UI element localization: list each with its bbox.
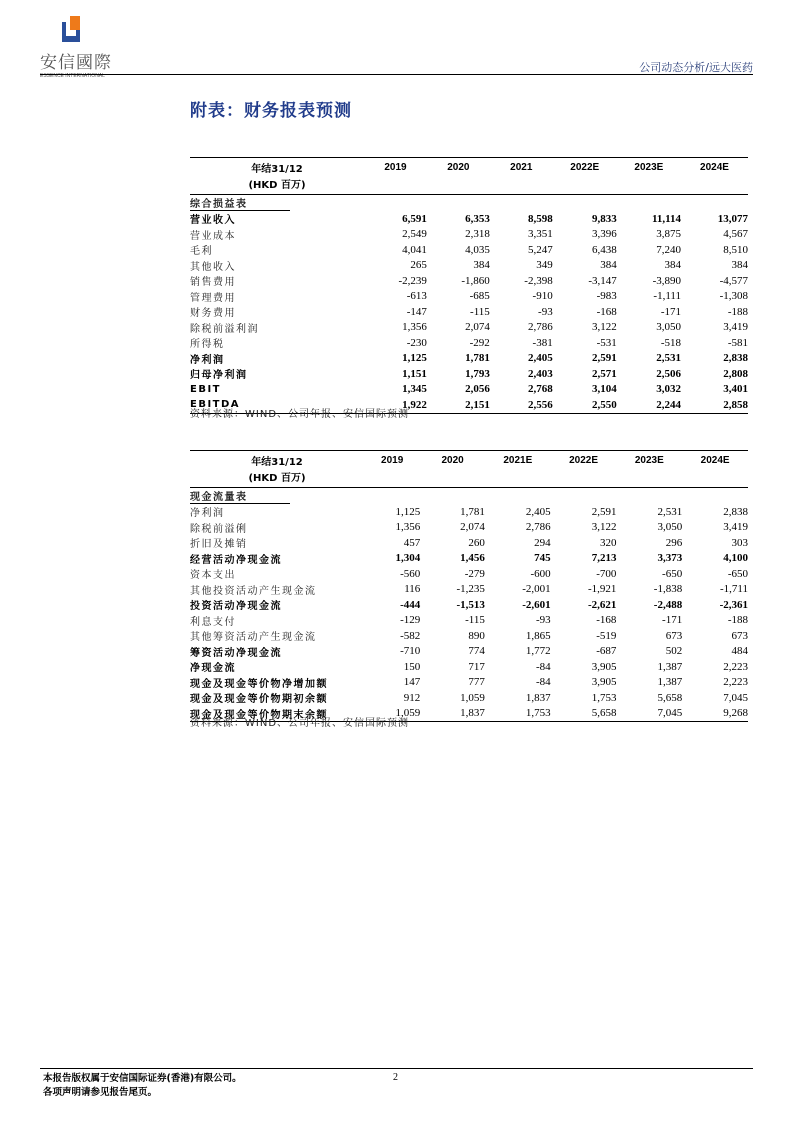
empty-cell	[364, 195, 427, 212]
row-value: -2,488	[653, 598, 683, 611]
section-title-text: 综合损益表	[190, 195, 290, 211]
header-year: 2022E	[570, 162, 600, 173]
row-value: 3,396	[591, 228, 617, 241]
row-value: 4,100	[723, 552, 748, 565]
table-row	[190, 320, 748, 336]
row-value: 912	[403, 691, 421, 704]
row-value: -1,235	[456, 583, 485, 596]
section-title	[190, 488, 364, 505]
row-value: 349	[536, 259, 553, 272]
row-value: -560	[400, 567, 421, 580]
row-value: 296	[665, 536, 683, 549]
row-value: -519	[596, 629, 617, 642]
row-value: 3,419	[723, 521, 748, 534]
row-value: -147	[406, 305, 427, 318]
table-row	[190, 335, 748, 351]
row-value: -1,838	[653, 583, 683, 596]
table-row	[190, 675, 748, 691]
row-label: 现金及现金等价物期初余额	[190, 694, 328, 706]
row-label: 投资活动净现金流	[190, 601, 282, 613]
row-label: 净现金流	[190, 663, 236, 675]
row-value: 1,059	[364, 706, 420, 722]
table-row	[190, 504, 748, 520]
row-value: -171	[660, 305, 682, 318]
footer-notice: 各项声明请参见报告尾页。	[43, 1087, 158, 1098]
table-row	[190, 535, 748, 551]
row-value: 1,345	[402, 383, 427, 396]
row-value: -188	[727, 614, 748, 627]
header-label	[190, 451, 364, 488]
row-value: -613	[406, 290, 427, 303]
row-label: EBITDA	[190, 397, 364, 413]
row-value: 2,074	[465, 321, 490, 334]
row-value: 1,753	[591, 691, 617, 704]
header-year: 2020	[441, 455, 464, 466]
row-value: 745	[534, 552, 551, 565]
row-value: 1,151	[402, 367, 427, 380]
empty-cell	[617, 195, 681, 212]
row-value: 2,838	[723, 352, 748, 365]
row-value: 1,837	[420, 706, 485, 722]
table-row	[190, 289, 748, 305]
table-row	[190, 366, 748, 382]
row-label: 折旧及摊销	[190, 539, 248, 551]
section-title-text: 现金流量表	[190, 488, 290, 504]
row-value: 1,059	[460, 691, 485, 704]
row-value: 8,598	[527, 212, 553, 225]
row-value: 1,753	[485, 706, 551, 722]
table-row	[190, 628, 748, 644]
header-year: 2023E	[634, 162, 664, 173]
logo-mark-icon	[62, 16, 86, 42]
row-value: -230	[406, 336, 427, 349]
row-value: 502	[665, 645, 683, 658]
row-value: 147	[403, 676, 421, 689]
page-number: 2	[393, 1072, 398, 1083]
row-label: 净利润	[190, 354, 225, 366]
row-value: -2,621	[588, 598, 617, 611]
empty-cell	[485, 488, 551, 505]
row-value: 3,032	[656, 383, 682, 396]
row-label: 销售费用	[190, 277, 236, 289]
row-value: 6,438	[591, 243, 617, 256]
header-year-end: 年结31/12	[251, 457, 303, 468]
row-value: 3,122	[591, 321, 617, 334]
row-value: -171	[662, 614, 683, 627]
table-row	[190, 242, 748, 258]
row-value: -700	[596, 567, 617, 580]
row-label: 归母净利润	[190, 370, 248, 382]
header-report-type: 公司动态分析/远大医药	[639, 61, 753, 74]
row-value: 1,304	[395, 552, 421, 565]
row-label: 营业收入	[190, 215, 236, 227]
row-value: 1,456	[460, 552, 485, 565]
table-row	[190, 382, 748, 398]
row-value: 3,050	[657, 521, 683, 534]
row-label: 所得税	[190, 339, 225, 351]
row-value: 6,591	[402, 212, 427, 225]
row-value: -292	[469, 336, 490, 349]
header-year: 2021	[510, 162, 533, 173]
row-label: 筹资活动净现金流	[190, 647, 282, 659]
row-value: 2,405	[525, 505, 551, 518]
empty-cell	[420, 488, 485, 505]
cashflow-source-note: 资料来源：WIND、公司年报、安信国际预测	[190, 718, 410, 729]
row-label: 现金及现金等价物期末余额	[190, 706, 364, 722]
page-title: 附表：财务报表预测	[190, 101, 352, 121]
row-value: -93	[538, 305, 553, 318]
row-label: 现金及现金等价物净增加额	[190, 678, 328, 690]
row-value: -1,921	[588, 583, 617, 596]
empty-cell	[616, 488, 682, 505]
row-value: 1,922	[364, 397, 427, 413]
empty-cell	[490, 195, 553, 212]
row-value: -188	[727, 305, 748, 318]
row-value: 2,786	[525, 521, 551, 534]
header-year: 2022E	[569, 455, 599, 466]
table-header-row	[190, 451, 748, 488]
row-label: 其他筹资活动产生现金流	[190, 632, 317, 644]
row-value: -2,361	[719, 598, 748, 611]
row-value: -115	[465, 614, 485, 627]
row-value: 13,077	[717, 212, 748, 225]
row-value: 2,838	[723, 505, 748, 518]
row-value: 774	[468, 645, 485, 658]
row-label: 其他投资活动产生现金流	[190, 585, 317, 597]
row-value: 2,405	[527, 352, 553, 365]
row-value: 150	[403, 660, 421, 673]
empty-cell	[553, 195, 617, 212]
row-value: -582	[400, 629, 421, 642]
row-value: 320	[599, 536, 617, 549]
row-value: 1,356	[402, 321, 427, 334]
row-value: -910	[532, 290, 553, 303]
row-value: 2,223	[723, 676, 748, 689]
table-row	[190, 520, 748, 536]
table-row	[190, 258, 748, 274]
income-source-note: 资料来源：WIND、公司年报、安信国际预测	[190, 409, 410, 420]
row-label: 除税前溢俐	[190, 523, 248, 535]
table-row	[190, 351, 748, 367]
header-year: 2020	[447, 162, 470, 173]
row-label: EBIT	[190, 383, 221, 395]
row-value: -2,398	[524, 274, 553, 287]
table-row	[190, 211, 748, 227]
table-row	[190, 273, 748, 289]
row-value: -1,111	[653, 290, 682, 303]
table-row	[190, 659, 748, 675]
table-row	[190, 566, 748, 582]
row-value: 2,531	[656, 352, 682, 365]
row-value: 2,858	[681, 397, 748, 413]
row-value: 2,808	[723, 367, 748, 380]
row-value: -129	[400, 614, 421, 627]
logo-cn: 安信國際	[40, 53, 112, 73]
row-value: -2,601	[522, 598, 551, 611]
row-value: 3,401	[723, 383, 748, 396]
row-value: 2,244	[617, 397, 681, 413]
row-value: 9,833	[591, 212, 617, 225]
row-value: 2,591	[591, 352, 617, 365]
row-value: -84	[536, 660, 551, 673]
row-value: -168	[596, 614, 617, 627]
row-label: 净利润	[190, 508, 225, 520]
row-value: 1,387	[657, 660, 683, 673]
row-value: 1,125	[395, 505, 421, 518]
row-value: 2,531	[657, 505, 683, 518]
row-label: 管理费用	[190, 292, 236, 304]
row-value: 3,122	[591, 521, 617, 534]
row-value: 2,318	[465, 228, 490, 241]
row-value: 8,510	[723, 243, 748, 256]
row-value: 2,506	[656, 367, 682, 380]
footer-disclaimer	[43, 1072, 242, 1100]
header-year: 2019	[381, 455, 404, 466]
row-value: 7,240	[656, 243, 682, 256]
header-year: 2021E	[503, 455, 533, 466]
empty-cell	[551, 488, 617, 505]
row-label: 经营活动净现金流	[190, 554, 282, 566]
income-statement-table	[190, 157, 748, 414]
row-value: 2,571	[591, 367, 617, 380]
row-label: 其他收入	[190, 261, 236, 273]
row-value: -93	[536, 614, 551, 627]
row-value: 1,356	[395, 521, 421, 534]
row-value: 2,550	[553, 397, 617, 413]
row-value: 717	[468, 660, 485, 673]
row-value: 2,074	[460, 521, 485, 534]
row-value: 5,247	[527, 243, 553, 256]
row-value: 384	[600, 259, 617, 272]
row-label: 毛利	[190, 246, 213, 258]
row-value: 303	[731, 536, 748, 549]
row-value: 6,353	[465, 212, 490, 225]
footer-divider	[40, 1068, 753, 1069]
row-value: 1,125	[402, 352, 427, 365]
row-value: 384	[473, 259, 490, 272]
row-value: 5,658	[657, 691, 683, 704]
row-value: 4,035	[465, 243, 490, 256]
row-value: -2,239	[398, 274, 427, 287]
table-row	[190, 582, 748, 598]
row-value: 2,768	[527, 383, 553, 396]
row-value: 4,041	[402, 243, 427, 256]
table-row	[190, 613, 748, 629]
row-value: 1,781	[465, 352, 490, 365]
table-row	[190, 597, 748, 613]
row-value: -983	[596, 290, 617, 303]
header-year-end: 年结31/12	[251, 164, 303, 175]
row-value: 2,786	[527, 321, 553, 334]
row-value: -650	[662, 567, 683, 580]
empty-cell	[364, 488, 420, 505]
row-value: 1,793	[465, 367, 490, 380]
row-value: 2,556	[490, 397, 553, 413]
row-label: 资本支出	[190, 570, 236, 582]
row-value: 2,591	[591, 505, 617, 518]
row-value: 1,772	[525, 645, 551, 658]
row-value: 673	[665, 629, 683, 642]
row-value: -1,711	[719, 583, 748, 596]
header-year: 2019	[384, 162, 407, 173]
row-value: 384	[731, 259, 748, 272]
row-value: 2,549	[402, 228, 427, 241]
row-value: -531	[596, 336, 617, 349]
row-value: 7,213	[591, 552, 617, 565]
row-value: -3,890	[652, 274, 682, 287]
table-row	[190, 690, 748, 706]
row-value: 11,114	[651, 212, 682, 225]
row-value: 3,905	[591, 660, 617, 673]
row-value: 260	[468, 536, 485, 549]
header-currency: (HKD 百万)	[248, 180, 306, 191]
row-value: -710	[400, 645, 421, 658]
logo-en: ESSENCE INTERNATIONAL	[40, 73, 105, 79]
row-label: 除税前溢利润	[190, 323, 259, 335]
row-value: -581	[727, 336, 748, 349]
row-value: -687	[596, 645, 617, 658]
row-value: -444	[400, 598, 421, 611]
row-value: -84	[536, 676, 551, 689]
row-value: 7,045	[616, 706, 682, 722]
row-value: 2,056	[465, 383, 490, 396]
row-value: 3,875	[656, 228, 682, 241]
empty-cell	[682, 488, 748, 505]
row-value: 3,905	[591, 676, 617, 689]
row-value: 384	[664, 259, 682, 272]
row-value: -279	[464, 567, 485, 580]
cashflow-table	[190, 450, 748, 722]
row-value: -1,308	[719, 290, 748, 303]
row-value: -4,577	[719, 274, 748, 287]
row-value: 1,387	[657, 676, 683, 689]
row-value: -2,001	[522, 583, 551, 596]
row-value: 3,104	[591, 383, 617, 396]
row-value: 265	[410, 259, 427, 272]
row-value: 116	[404, 583, 421, 596]
header-currency: (HKD 百万)	[248, 473, 306, 484]
section-row	[190, 195, 748, 212]
header-year: 2024E	[700, 162, 729, 173]
row-value: 457	[403, 536, 421, 549]
row-label: 利息支付	[190, 616, 236, 628]
row-value: 3,351	[527, 228, 553, 241]
row-value: 9,268	[682, 706, 748, 722]
row-value: 1,865	[525, 629, 551, 642]
empty-cell	[427, 195, 490, 212]
row-value: 484	[731, 645, 748, 658]
empty-cell	[681, 195, 748, 212]
table-row	[190, 227, 748, 243]
row-value: 3,373	[657, 552, 683, 565]
row-value: 3,419	[723, 321, 748, 334]
row-value: -115	[470, 305, 490, 318]
company-logo	[40, 16, 112, 79]
row-value: -518	[660, 336, 682, 349]
row-value: 890	[468, 629, 485, 642]
row-value: 7,045	[723, 691, 748, 704]
header-divider	[40, 74, 753, 75]
header-label	[190, 158, 364, 195]
row-value: 2,151	[427, 397, 490, 413]
row-value: 294	[534, 536, 551, 549]
row-value: 1,781	[460, 505, 485, 518]
row-value: 777	[468, 676, 485, 689]
row-value: -600	[530, 567, 551, 580]
row-value: -685	[469, 290, 490, 303]
row-value: -1,860	[461, 274, 490, 287]
row-value: 673	[731, 629, 748, 642]
row-value: 2,403	[527, 367, 553, 380]
section-row	[190, 488, 748, 505]
table-row	[190, 644, 748, 660]
row-value: 3,050	[656, 321, 682, 334]
row-value: 5,658	[551, 706, 617, 722]
row-value: -168	[596, 305, 617, 318]
row-value: -3,147	[588, 274, 617, 287]
row-label: 营业成本	[190, 230, 236, 242]
row-value: -381	[532, 336, 553, 349]
section-title	[190, 195, 364, 212]
table-row	[190, 551, 748, 567]
row-value: -1,513	[456, 598, 485, 611]
table-row	[190, 304, 748, 320]
header-year: 2023E	[634, 455, 664, 466]
row-value: 2,223	[723, 660, 748, 673]
table-header-row	[190, 158, 748, 195]
row-label: 财务费用	[190, 308, 236, 320]
row-value: 1,837	[525, 691, 551, 704]
header-year: 2024E	[700, 455, 730, 466]
footer-copyright: 本报告版权属于安信国际证券(香港)有限公司。	[43, 1073, 242, 1084]
row-value: 4,567	[723, 228, 748, 241]
row-value: -650	[727, 567, 748, 580]
